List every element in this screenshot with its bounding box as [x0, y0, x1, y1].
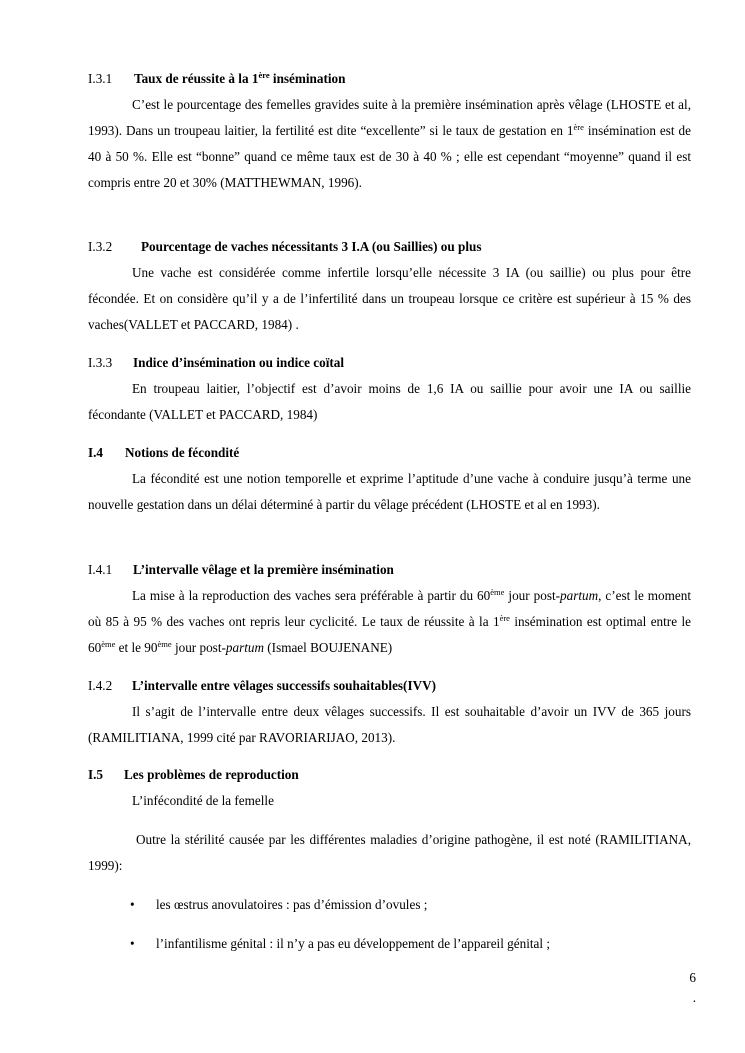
heading-1-3-3 — [88, 350, 691, 376]
paragraph-text: La mise à la reproduction des vaches sera préférable à partir du 60 — [132, 588, 491, 603]
heading-text: insémination — [269, 71, 346, 86]
heading-text: L’intervalle entre vêlages successifs souhaitables(IVV) — [132, 678, 437, 693]
paragraph-1-4-2: Il s’agit de l’intervalle entre deux vêlages successifs. Il est souhaitable d’avoir un IVV de 365 jours (RAMILITIANA, 1999 cité par RAVORIARIJAO, 2013). — [88, 704, 691, 745]
superscript: ème — [157, 639, 172, 649]
section-number: I.3.2 — [88, 239, 113, 254]
heading-1-5 — [88, 762, 691, 788]
paragraph-text: (Ismael BOUJENANE) — [263, 640, 393, 655]
heading-text: Pourcentage de vaches nécessitants 3 I.A (ou Saillies) ou plus — [141, 239, 482, 254]
paragraph-1-5: Outre la stérilité causée par les différentes maladies d’origine pathogène, il est noté (RAMILITIANA, 1999): — [88, 832, 691, 873]
section-number: I.4.2 — [88, 678, 113, 693]
section-number: I.5 — [88, 767, 104, 782]
heading-1-4-2 — [88, 673, 691, 699]
bullet-icon: • — [130, 936, 135, 951]
section-number: I.3.1 — [88, 71, 113, 86]
heading-text: L’intervalle vêlage et la première insémination — [133, 562, 394, 577]
heading-text: Notions de fécondité — [125, 445, 240, 460]
heading-1-3-1 — [88, 66, 691, 92]
superscript: ème — [490, 587, 505, 597]
section-number: I.4 — [88, 445, 104, 460]
paragraph-text: et le 90 — [115, 640, 158, 655]
paragraph-text: jour post- — [504, 588, 561, 603]
paragraph-1-3-3: En troupeau laitier, l’objectif est d’avoir moins de 1,6 IA ou saillie pour avoir une IA ou saillie fécondante (VALLET et PACCARD, 1984) — [88, 381, 691, 422]
heading-text: Les problèmes de reproduction — [124, 767, 299, 782]
superscript: ère — [573, 122, 584, 132]
italic-text: partum — [225, 640, 264, 655]
paragraph-1-4-1 — [88, 583, 691, 661]
heading-text: Indice d’insémination ou indice coïtal — [133, 355, 345, 370]
italic-text: partum — [560, 588, 599, 603]
superscript: ère — [499, 613, 510, 623]
superscript: ère — [258, 70, 270, 80]
bullet-icon: • — [130, 897, 135, 912]
list-item: l’infantilisme génital : il n’y a pas eu développement de l’appareil génital ; — [156, 936, 551, 951]
list-item: les œstrus anovulatoires : pas d’émission d’ovules ; — [156, 897, 428, 912]
heading-1-3-2 — [88, 234, 691, 260]
heading-text: Taux de réussite à la 1 — [134, 71, 259, 86]
page-number: 6 — [689, 970, 696, 985]
paragraph-1-4: La fécondité est une notion temporelle et exprime l’aptitude d’une vache à conduire jusqu’à terme une nouvelle gestation dans un délai déterminé à partir du vêlage précédent (LHOSTE et al en 1993). — [88, 471, 691, 512]
paragraph-text: jour post- — [171, 640, 226, 655]
superscript: ème — [101, 639, 116, 649]
paragraph-1-3-1 — [88, 92, 691, 196]
paragraph-text: , c’est le moment où 85 à 95 % des vaches ont repris leur cyclicité. Le taux de réussite à la 1 — [88, 588, 691, 629]
subheading-infecondite: L’infécondité de la femelle — [132, 793, 274, 808]
paragraph-text: C’est le pourcentage des femelles gravides suite à la première insémination après vêlage (LHOSTE et al, 1993). Dans un troupeau laitier, la fertilité est dite “excellente” si le taux de gestation en 1 — [88, 97, 691, 138]
page-number-dot: . — [692, 990, 696, 1005]
heading-1-4-1 — [88, 557, 691, 583]
heading-1-4 — [88, 440, 691, 466]
section-number: I.3.3 — [88, 355, 113, 370]
paragraph-text: insémination est optimal entre le 60 — [88, 614, 691, 655]
paragraph-text: insémination est de 40 à 50 %. Elle est “bonne” quand ce même taux est de 30 à 40 % ; elle est cependant “moyenne” quand il est compris entre 20 et 30% (MATTHEWMAN, 1996). — [88, 123, 691, 190]
section-number: I.4.1 — [88, 562, 113, 577]
paragraph-1-3-2: Une vache est considérée comme infertile lorsqu’elle nécessite 3 IA (ou saillie) ou plus pour être fécondée. Et on considère qu’il y a de l’infertilité dans un troupeau lorsque ce critère est supérieur à 15 % des vaches(VALLET et PACCARD, 1984) . — [88, 265, 691, 332]
